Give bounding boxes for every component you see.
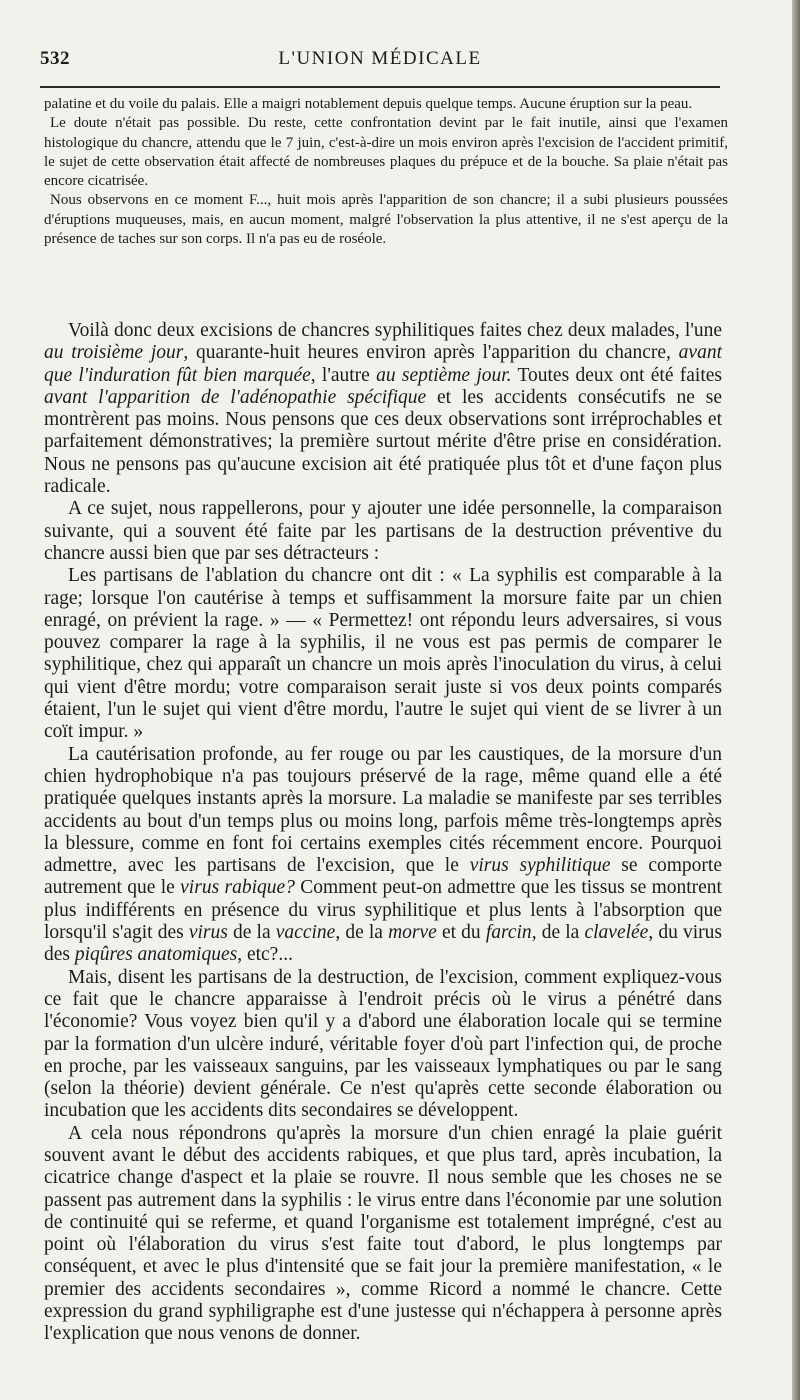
observation-paragraph-2: Le doute n'était pas possible. Du reste, cette confrontation devint par le fait inutile, ainsi que l'examen histologique du chancre, attendu que le 7 juin, c'est-à-dire un mois environ après l'excision de l'accident primitif, le sujet de cette observation était affecté de nombreuses plaques du prépuce et de la bouche. Sa plaie n'était pas encore cicatrisée. <box>44 115 728 190</box>
observation-section <box>44 95 728 249</box>
discussion-section <box>44 320 722 1346</box>
observation-paragraph-3: Nous observons en ce moment F..., huit mois après l'apparition de son chancre; il a subi plusieurs poussées d'éruptions muqueuses, mais, en aucun moment, malgré l'observation la plus attentive, il ne s'est aperçu de la présence de taches sur son corps. Il n'a pas eu de roséole. <box>44 192 728 248</box>
page-edge-shadow <box>792 0 800 1400</box>
page-number: 532 <box>40 48 70 69</box>
discussion-paragraph-4: La cautérisation profonde, au fer rouge ou par les caustiques, de la morsure d'un chien hydrophobique n'a pas toujours préservé de la rage, même quand elle a été pratiquée quelques instants après la morsure. La maladie se manifeste par ses terribles accidents au bout d'un temps plus ou moins long, parfois même très-longtemps après la blessure, comme en font foi certains exemples cités récemment encore. Pourquoi admettre, avec les partisans de l'excision, que le virus syphilitique se comporte autrement que le virus rabique? Comment peut-on admettre que les tissus se montrent plus indifférents en présence du virus syphilitique et plus lents à l'absorption que lorsqu'il s'agit des virus de la vaccine, de la morve et du farcin, de la clavelée, du virus des piqûres anatomiques, etc?... <box>44 743 723 966</box>
header-rule <box>40 86 720 88</box>
discussion-paragraph-6: A cela nous répondrons qu'après la morsure d'un chien enragé la plaie guérit souvent avant le début des accidents rabiques, et que plus tard, après incubation, la cicatrice change d'aspect et la plaie se rouvre. Il nous semble que les choses ne se passent pas autrement dans la syphilis : le virus entre dans l'économie par une solution de continuité qui se referme, et quand l'organisme est totalement imprégné, c'est au point où l'élaboration du virus s'est faite tout d'abord, le plus longtemps par conséquent, et avec le plus d'intensité que se fait jour la première manifestation, « le premier des accidents secondaires », comme Ricord a nommé le chancre. Cette expression du grand syphiligraphe est d'une justesse qui n'échappera à personne après l'explication que nous venons de donner. <box>44 1122 722 1345</box>
discussion-paragraph-5: Mais, disent les partisans de la destruction, de l'excision, comment expliquez-vous ce fait que le chancre apparaisse à l'endroit précis où le virus a pénétré dans l'économie? Vous voyez bien qu'il y a d'abord une élaboration locale qui se termine par la formation d'un ulcère induré, véritable foyer d'où part l'infection qui, de proche en proche, par les vaisseaux sanguins, par les vaisseaux lymphatiques ou par le sang (selon la théorie) devient générale. Ce n'est qu'après cette seconde élaboration ou incubation que les accidents dits secondaires se développent. <box>44 966 722 1122</box>
discussion-paragraph-2: A ce sujet, nous rappellerons, pour y ajouter une idée personnelle, la comparaison suivante, qui a souvent été faite par les partisans de la destruction préventive du chancre aussi bien que par ses détracteurs : <box>44 498 722 564</box>
observation-paragraph-1: palatine et du voile du palais. Elle a maigri notablement depuis quelque temps. Aucune éruption sur la peau. <box>44 96 693 112</box>
page-header <box>40 44 720 74</box>
discussion-paragraph-3: Les partisans de l'ablation du chancre ont dit : « La syphilis est comparable à la rage; lorsque l'on cautérise à temps et suffisamment la morsure faite par un chien enragé, on prévient la rage. » — « Permettez! ont répondu leurs adversaires, si vous pouvez comparer la rage à la syphilis, il ne vous est pas permis de comparer le syphilitique, chez qui apparaît un chancre un mois après l'inoculation du virus, à celui qui vient d'être mordu; votre comparaison serait juste si vos deux points comparés étaient, l'un le sujet qui vient d'être mordu, l'autre le sujet qui vient de se livrer à un coït impur. » <box>44 565 722 743</box>
discussion-paragraph-1: Voilà donc deux excisions de chancres syphilitiques faites chez deux malades, l'une au troisième jour, quarante-huit heures environ après l'apparition du chancre, avant que l'induration fût bien marquée, l'autre au septième jour. Toutes deux ont été faites avant l'apparition de l'adénopathie spécifique et les accidents consécutifs ne se montrèrent pas moins. Nous pensons que ces deux observations sont irréprochables et parfaitement démonstratives; la première surtout mérite d'être prise en considération. Nous ne pensons pas qu'aucune excision ait été pratiquée plus tôt et d'une façon plus radicale. <box>44 320 722 498</box>
running-title: L'UNION MÉDICALE <box>278 48 482 69</box>
